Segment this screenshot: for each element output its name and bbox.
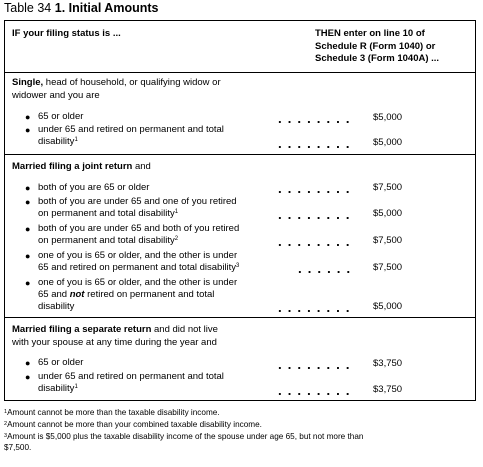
section-status-cont: widower and you are: [12, 89, 100, 101]
row-condition: 65 or older: [38, 357, 84, 368]
row-condition-line: one of you is 65 or older, and the other is under: [38, 277, 238, 288]
bullet-icon: ●: [25, 197, 31, 207]
bullet-icon: ●: [25, 251, 31, 261]
bullet-icon: ●: [25, 372, 31, 382]
footnote-text: Amount cannot be more than your combined taxable disability income.: [7, 420, 262, 429]
bullet-icon: ●: [25, 224, 31, 234]
row-condition-line: under 65 and retired on permanent and total: [38, 124, 224, 135]
dot-leader: [275, 393, 353, 395]
header-instruction-line: Schedule R (Form 1040) or: [315, 40, 436, 52]
row-amount: $7,500: [373, 262, 403, 273]
row-condition: [38, 371, 288, 395]
emphasis-not: not: [69, 289, 85, 301]
row-amount: $5,000: [373, 208, 403, 219]
footnote-mark: 2: [4, 421, 8, 427]
row-condition-line: one of you is 65 or older, and the other is under: [38, 250, 238, 261]
row-condition-line: on permanent and total disability: [38, 208, 175, 220]
header-divider: [5, 72, 475, 73]
bullet-icon: ●: [25, 183, 31, 193]
row-condition: both of you are 65 or older: [38, 182, 150, 193]
row-condition-line: both of you are under 65 and both of you retired: [38, 223, 240, 234]
bullet-icon: ●: [25, 112, 31, 122]
row-amount: $7,500: [373, 235, 403, 246]
dot-leader: [275, 146, 353, 148]
row-condition-line: disability: [38, 301, 75, 313]
row-condition: [38, 196, 288, 220]
table-number: Table 34: [4, 1, 52, 15]
section-status: Married filing a joint return: [12, 161, 133, 172]
footnote-ref: 1: [74, 384, 78, 391]
dot-leader: [275, 244, 353, 246]
bullet-icon: ●: [25, 358, 31, 368]
table-title: [4, 1, 158, 15]
row-condition-line: disability: [38, 136, 75, 148]
dot-leader: [275, 121, 353, 123]
section-single-heading: [12, 77, 312, 102]
footnote-text-cont: $7,500.: [4, 442, 32, 452]
row-condition-line: 65 and not retired on permanent and total: [38, 289, 215, 301]
bullet-icon: ●: [25, 278, 31, 288]
footnote-mark: 3: [4, 433, 8, 439]
header-instruction-line: Schedule 3 (Form 1040A) ...: [315, 53, 440, 65]
section-status: Married filing a separate return: [12, 324, 152, 335]
footnote-ref: 1: [174, 209, 179, 216]
row-amount: $7,500: [373, 182, 403, 193]
section-status-cont: with your spouse at any time during the year and: [12, 336, 217, 348]
section-joint-heading: [12, 161, 312, 174]
row-condition-line: 65 and retired on permanent and total disability: [38, 262, 237, 274]
footnote-text: Amount cannot be more than the taxable disability income.: [7, 408, 220, 417]
dot-leader: [275, 191, 353, 193]
header-instruction-line: THEN enter on line 10 of: [315, 28, 425, 39]
row-condition: [38, 124, 288, 148]
section-separate-heading: [12, 324, 312, 349]
footnote-ref: 2: [174, 236, 179, 243]
footnote-ref: 1: [74, 137, 78, 144]
dot-leader: [275, 310, 353, 312]
section-status-rest: and did not live: [151, 324, 218, 335]
section-divider: [5, 317, 475, 318]
row-condition: [38, 277, 288, 314]
footnote-1: [4, 408, 474, 419]
footnote-2: [4, 420, 474, 431]
row-condition-line: under 65 and retired on permanent and total: [38, 371, 224, 382]
row-condition: [38, 250, 288, 274]
row-amount: $5,000: [373, 301, 403, 312]
row-amount: $5,000: [373, 137, 403, 148]
header-instruction: [315, 28, 475, 66]
row-condition-line: disability: [38, 383, 75, 395]
row-condition-line: both of you are under 65 and one of you retired: [38, 196, 237, 207]
section-status-rest: and: [132, 161, 151, 172]
footnote-3: [4, 432, 474, 453]
table-heading: 1. Initial Amounts: [54, 1, 159, 15]
row-condition: 65 or older: [38, 111, 84, 122]
footnote-text: Amount is $5,000 plus the taxable disability income of the spouse under age 65, but not more than: [7, 432, 364, 441]
dot-leader: [275, 217, 353, 219]
section-status-rest: head of household, or qualifying widow or: [43, 77, 221, 88]
footnote-ref: 3: [236, 263, 240, 270]
table-frame: [4, 20, 476, 401]
row-amount: $3,750: [373, 358, 403, 369]
row-amount: $3,750: [373, 384, 403, 395]
footnote-mark: 1: [4, 409, 8, 415]
row-condition: [38, 223, 288, 247]
section-status: Single,: [12, 77, 44, 88]
row-condition-line: on permanent and total disability: [38, 235, 175, 247]
dot-leader: [295, 271, 353, 273]
header-condition: IF your filing status is ...: [12, 28, 121, 39]
row-amount: $5,000: [373, 112, 403, 123]
dot-leader: [275, 367, 353, 369]
section-divider: [5, 154, 475, 155]
bullet-icon: ●: [25, 125, 31, 135]
